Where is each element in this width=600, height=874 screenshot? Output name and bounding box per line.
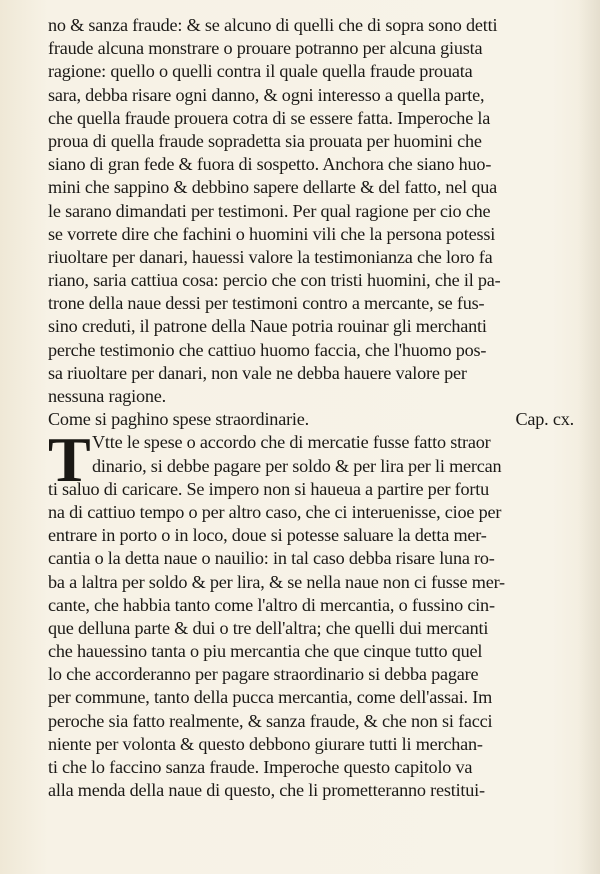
text-line: peroche sia fatto realmente, & sanza fraude, & che non si facci	[48, 710, 493, 731]
text-line: ti che lo faccino sanza fraude. Imperoche questo capitolo va	[48, 757, 473, 777]
drop-cap	[48, 424, 92, 497]
text-line: que delluna parte & dui o tre dell'altra; che quelli dui mercanti	[48, 617, 489, 638]
text-line: riano, saria cattiua cosa: percio che con tristi huomini, che il pa-	[48, 270, 501, 291]
text-line: sa riuoltare per danari, non vale ne debba hauere valore per	[48, 362, 467, 383]
text-line: che hauessino tanta o piu mercantia che que cinque tutto quel	[48, 641, 483, 662]
chapter-title: Come si paghino spese straordinarie.	[48, 409, 310, 430]
text-line: entrare in porto o in loco, doue si potesse saluare la detta mer-	[48, 525, 487, 546]
text-line: dinario, si debbe pagare per soldo & per lira per li mercan	[92, 455, 502, 476]
text-line: proua di quella fraude sopradetta sia prouata per huomini che	[48, 130, 482, 151]
text-line: cante, che habbia tanto come l'altro di mercantia, o fussino cin-	[48, 594, 495, 615]
text-line: sara, debba risare ogni danno, & ogni interesso a quella parte,	[48, 84, 485, 105]
text-line: cantia o la detta naue o nauilio: in tal caso debba risare luna ro-	[48, 548, 495, 569]
text-line: sino creduti, il patrone della Naue potria rouinar gli merchanti	[48, 316, 487, 337]
drop-cap-letter: T	[48, 424, 91, 496]
text-line: le sarano dimandati per testimoni. Per qual ragione per cio che	[48, 200, 491, 221]
text-line: riuoltare per danari, hauessi valore la testimonianza che loro fa	[48, 246, 493, 267]
text-line: nessuna ragione.	[48, 386, 167, 406]
text-line: lo che accorderanno per pagare straordinario si debba pagare	[48, 664, 479, 685]
text-line: na di cattiuo tempo o per altro caso, che ci interuenisse, cioe per	[48, 501, 502, 522]
chapter-heading	[48, 408, 584, 431]
text-line: perche testimonio che cattiuo huomo faccia, che l'huomo pos-	[48, 339, 487, 360]
text-block	[48, 14, 584, 802]
text-line: alla menda della naue di questo, che li prometteranno restitui-	[48, 780, 485, 801]
text-line: Vtte le spese o accordo che di mercatie fusse fatto straor	[92, 432, 491, 453]
text-line: trone della naue dessi per testimoni contro a mercante, se fus-	[48, 293, 485, 314]
text-line: che quella fraude prouera cotra di se essere fatta. Imperoche la	[48, 107, 491, 128]
chapter-number: Cap. cx.	[515, 409, 574, 430]
text-line: fraude alcuna monstrare o prouare potranno per alcuna giusta	[48, 38, 483, 59]
text-line: ba a laltra per soldo & per lira, & se nella naue non ci fusse mer-	[48, 571, 505, 592]
text-line: niente per volonta & questo debbono giurare tutti li merchan-	[48, 733, 483, 754]
text-line: ragione: quello o quelli contra il quale quella fraude prouata	[48, 61, 473, 82]
text-line: se vorrete dire che fachini o huomini vili che la persona potessi	[48, 223, 496, 244]
paragraph-1	[48, 14, 584, 408]
text-line: siano di gran fede & fuora di sospetto. Anchora che siano huo-	[48, 154, 492, 175]
text-line: no & sanza fraude: & se alcuno di quelli che di sopra sono detti	[48, 15, 498, 35]
text-line: mini che sappino & debbino sapere dellarte & del fatto, nel qua	[48, 177, 498, 198]
text-line: ti saluo di caricare. Se impero non si haueua a partire per fortu	[48, 478, 490, 499]
paragraph-2	[48, 424, 584, 802]
text-line: per commune, tanto della pucca mercantia, come dell'assai. Im	[48, 687, 493, 708]
